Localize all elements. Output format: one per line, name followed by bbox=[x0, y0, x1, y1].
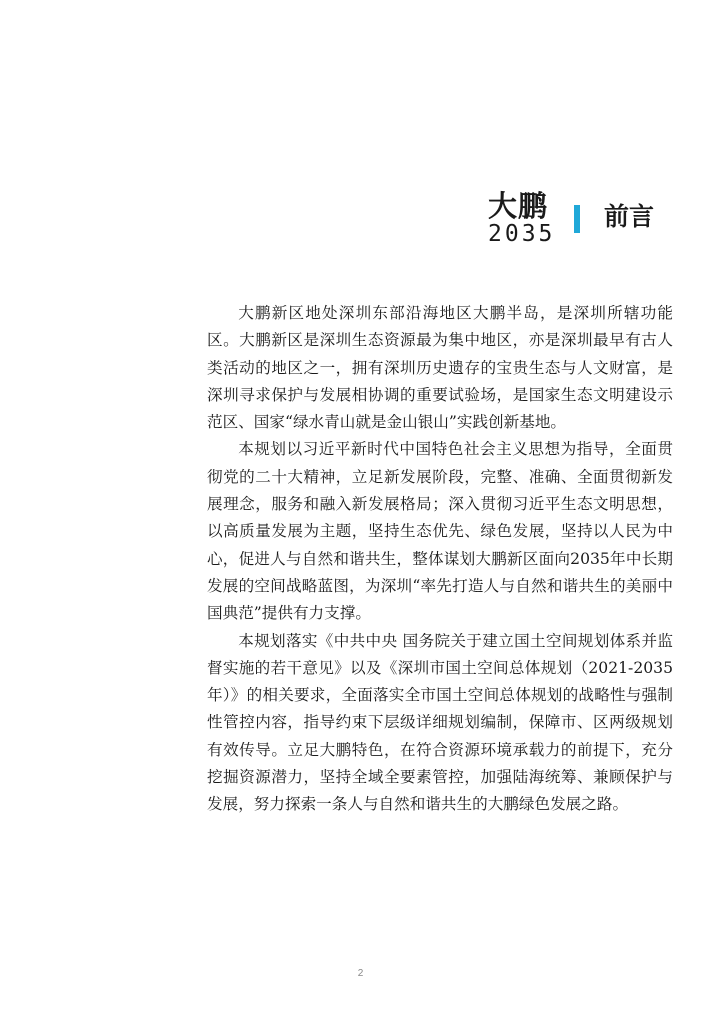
paragraph-implementation: 本规划落实《中共中央 国务院关于建立国土空间规划体系并监督实施的若干意见》以及《深圳市国土空间总体规划（2021-2035年）》的相关要求，全面落实全市国土空间总体规划的战略性与强制性管控内容，指导约束下层级详细规划编制，保障市、区两级规划有效传导。立足大鹏特色，在符合资源环境承载力的前提下，充分挖掘资源潜力，坚持全域全要素管控，加强陆海统筹、兼顾保护与发展，努力探索一条人与自然和谐共生的大鹏绿色发展之路。 bbox=[207, 631, 673, 814]
paragraph-guidance: 本规划以习近平新时代中国特色社会主义思想为指导，全面贯彻党的二十大精神，立足新发展阶段，完整、准确、全面贯彻新发展理念，服务和融入新发展格局；深入贯彻习近平生态文明思想，以高质量发展为主题，坚持生态优先、绿色发展，坚持以人民为中心，促进人与自然和谐共生，整体谋划大鹏新区面向2035年中长期发展的空间战略蓝图，为深圳“率先打造人与自然和谐共生的美丽中国典范”提供有力支撑。 bbox=[207, 440, 673, 623]
logo bbox=[488, 190, 578, 252]
preface-body bbox=[207, 300, 673, 819]
page-number: 2 bbox=[357, 968, 364, 979]
logo-year-text: 2035 bbox=[488, 221, 556, 247]
paragraph-intro: 大鹏新区地处深圳东部沿海地区大鹏半岛，是深圳所辖功能区。大鹏新区是深圳生态资源最为集中地区，亦是深圳最早有古人类活动的地区之一，拥有深圳历史遗存的宝贵生态与人文财富，是深圳寻求保护与发展相协调的重要试验场，是国家生态文明建设示范区、国家“绿水青山就是金山银山”实践创新基地。 bbox=[207, 304, 673, 432]
section-title: 前言 bbox=[604, 202, 655, 231]
accent-divider-bar bbox=[574, 205, 580, 233]
logo-brand-text: 大鹏 bbox=[488, 189, 549, 223]
